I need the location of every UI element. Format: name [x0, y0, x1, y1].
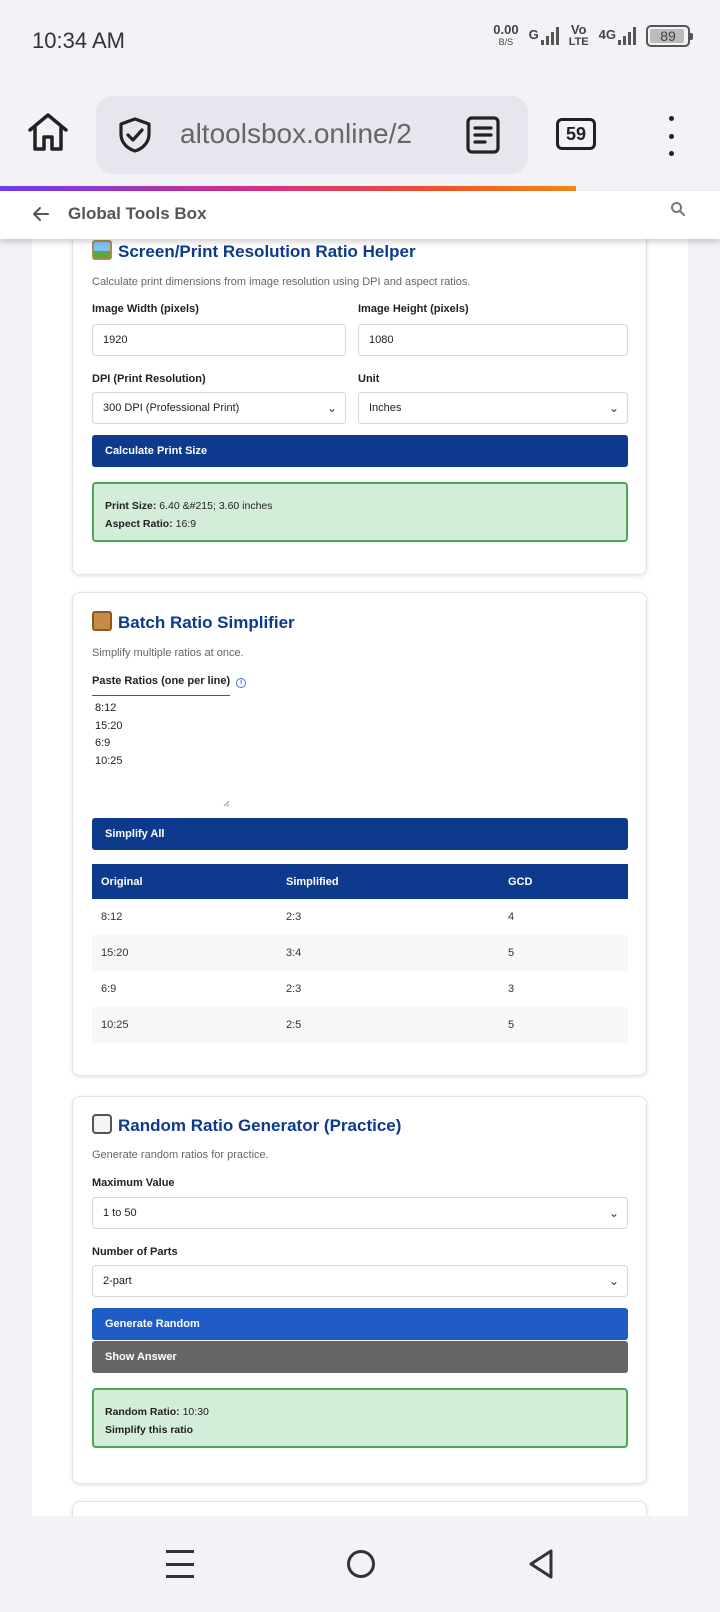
browser-toolbar — [0, 80, 720, 186]
card-description: Generate random ratios for practice. — [92, 1149, 269, 1161]
unit-label: Unit — [358, 373, 380, 385]
search-icon[interactable] — [670, 201, 686, 217]
sim1-label: G — [528, 27, 539, 42]
parts-select[interactable] — [92, 1265, 628, 1297]
print-size-value: 6.40 &#215; 3.60 inches — [159, 500, 273, 512]
table-cell: 2:3 — [286, 911, 302, 923]
width-label: Image Width (pixels) — [92, 303, 199, 315]
max-value-select-value: 1 to 50 — [103, 1207, 137, 1219]
dpi-select[interactable] — [92, 392, 346, 424]
random-card-title: Random Ratio Generator (Practice) — [118, 1116, 402, 1135]
volte-indicator — [569, 24, 589, 48]
home-icon[interactable] — [26, 110, 70, 154]
height-label: Image Height (pixels) — [358, 303, 469, 315]
signal-bars-icon — [541, 27, 559, 45]
more-menu-icon[interactable] — [666, 116, 676, 156]
info-icon[interactable]: i — [236, 678, 246, 688]
table-cell: 2:3 — [286, 983, 302, 995]
table-cell: 2:5 — [277, 1007, 499, 1043]
chevron-down-icon: ⌄ — [326, 401, 337, 415]
system-nav-bar — [0, 1516, 720, 1612]
print-size-result — [92, 482, 628, 542]
table-cell: 3 — [508, 983, 515, 995]
random-ratio-line — [105, 1403, 615, 1421]
table-cell: 15:20 — [92, 935, 277, 971]
ratios-textarea[interactable] — [92, 695, 230, 807]
ratio-line: 8:12 — [95, 702, 117, 714]
table-row — [92, 1007, 628, 1043]
main-content — [32, 239, 688, 1516]
reader-mode-icon[interactable] — [466, 116, 500, 154]
card-title — [92, 240, 416, 262]
height-input[interactable]: 1080 — [358, 324, 628, 356]
table-cell: 8:12 — [101, 911, 123, 923]
batch-card-title: Batch Ratio Simplifier — [118, 613, 295, 632]
aspect-ratio-value: 16:9 — [175, 518, 197, 530]
card-description: Calculate print dimensions from image resolution using DPI and aspect ratios. — [92, 276, 471, 288]
chevron-down-icon: ⌄ — [608, 401, 619, 415]
table-cell: 5 — [499, 935, 628, 971]
results-table — [92, 864, 628, 1043]
recents-icon[interactable] — [166, 1550, 194, 1578]
table-cell: 4 — [508, 911, 515, 923]
volte-label: Vo — [570, 22, 587, 37]
unit-select[interactable] — [358, 392, 628, 424]
back-triangle-icon[interactable] — [526, 1548, 556, 1580]
framed-picture-icon — [92, 240, 112, 260]
table-cell: 3:4 — [277, 935, 499, 971]
signal-sim2 — [599, 27, 636, 45]
volte-sub: LTE — [568, 36, 589, 48]
ratio-line: 6:9 — [95, 737, 111, 749]
resolution-card-title: Screen/Print Resolution Ratio Helper — [118, 242, 416, 261]
batch-ratio-card — [72, 592, 647, 1076]
resolution-helper-card — [72, 239, 647, 575]
shield-icon[interactable] — [116, 116, 154, 154]
card-description: Simplify multiple ratios at once. — [92, 647, 244, 659]
simplify-prompt-text: Simplify this ratio — [105, 1424, 194, 1436]
aspect-ratio-label: Aspect Ratio: — [105, 518, 173, 530]
home-circle-icon[interactable] — [347, 1550, 375, 1578]
calculate-print-size-button[interactable]: Calculate Print Size — [92, 435, 628, 467]
table-row — [92, 899, 628, 935]
site-title[interactable]: Global Tools Box — [68, 204, 207, 223]
generate-random-button[interactable]: Generate Random — [92, 1308, 628, 1340]
table-row — [92, 971, 628, 1007]
card-title — [92, 1114, 401, 1136]
simplify-prompt — [105, 1421, 615, 1439]
resize-handle-icon[interactable] — [222, 799, 230, 807]
battery-level: 89 — [660, 28, 676, 44]
status-indicators — [493, 24, 690, 48]
ratios-input-label-text: Paste Ratios (one per line) — [92, 675, 231, 687]
parts-select-value: 2-part — [103, 1275, 132, 1287]
tab-switcher-button[interactable]: 59 — [556, 118, 596, 150]
status-bar — [0, 0, 720, 80]
table-cell: 5 — [499, 1007, 628, 1043]
table-row — [92, 935, 628, 971]
package-icon — [92, 611, 112, 631]
print-size-label: Print Size: — [105, 500, 157, 512]
dpi-select-value: 300 DPI (Professional Print) — [103, 402, 240, 414]
ratios-input-label — [92, 675, 246, 688]
chevron-down-icon: ⌄ — [608, 1206, 619, 1220]
table-cell: 6:9 — [101, 983, 117, 995]
dice-icon — [92, 1114, 112, 1134]
aspect-ratio-line — [105, 515, 615, 533]
ratio-line: 10:25 — [95, 754, 123, 767]
column-header: Simplified — [277, 864, 499, 899]
random-ratio-result — [92, 1388, 628, 1448]
show-answer-button[interactable]: Show Answer — [92, 1341, 628, 1373]
sim2-label: 4G — [598, 27, 616, 42]
back-arrow-icon[interactable] — [32, 205, 50, 223]
random-ratio-value: 10:30 — [182, 1406, 209, 1418]
dpi-label: DPI (Print Resolution) — [92, 373, 206, 385]
column-header: GCD — [499, 864, 628, 899]
simplify-all-button[interactable]: Simplify All — [92, 818, 628, 850]
table-cell: 10:25 — [92, 1007, 277, 1043]
net-speed-unit: B/S — [498, 37, 514, 47]
net-speed-value: 0.00 — [493, 22, 519, 37]
max-value-label: Maximum Value — [92, 1177, 175, 1189]
address-bar[interactable] — [96, 96, 528, 174]
card-title — [92, 611, 295, 633]
battery-icon — [646, 25, 690, 47]
max-value-select[interactable] — [92, 1197, 628, 1229]
ratio-line: 15:20 — [95, 719, 123, 732]
chevron-down-icon: ⌄ — [608, 1274, 619, 1288]
table-header-row — [92, 864, 628, 899]
width-input[interactable]: 1920 — [92, 324, 346, 356]
print-size-line — [105, 497, 615, 515]
url-text[interactable]: altoolsbox.online/2 — [180, 118, 412, 149]
next-card — [72, 1501, 647, 1516]
signal-bars-icon — [618, 27, 636, 45]
net-speed — [493, 24, 518, 48]
signal-sim1 — [529, 27, 559, 45]
parts-label: Number of Parts — [92, 1246, 178, 1258]
site-header — [0, 191, 720, 239]
column-header: Original — [92, 864, 277, 899]
status-time: 10:34 AM — [32, 28, 125, 53]
random-ratio-card — [72, 1096, 647, 1484]
unit-select-value: Inches — [369, 402, 402, 414]
random-ratio-label: Random Ratio: — [105, 1406, 180, 1418]
